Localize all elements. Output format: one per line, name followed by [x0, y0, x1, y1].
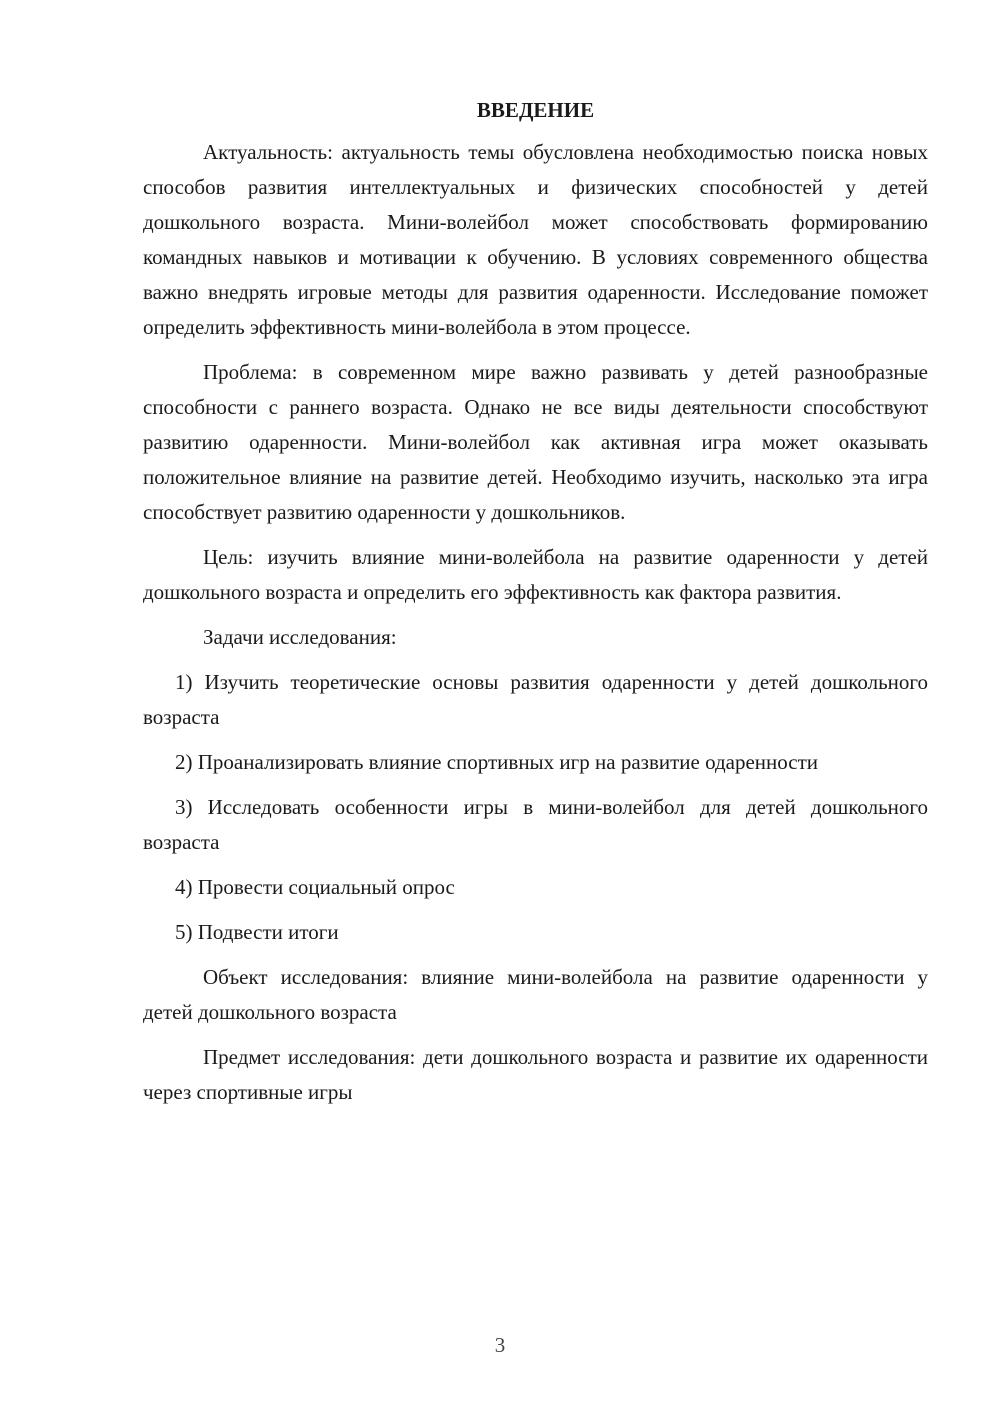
- list-item: 4) Провести социальный опрос: [175, 875, 455, 899]
- list-item: 3) Исследовать особенности игры в мини-волейбол для детей дошкольного возраста: [143, 795, 928, 854]
- list-item: 2) Проанализировать влияние спортивных игр на развитие одаренности: [175, 750, 819, 774]
- list-item: 1) Изучить теоретические основы развития одаренности у детей дошкольного возраста: [143, 670, 928, 729]
- document-page: [143, 95, 928, 1120]
- page-title: ВВЕДЕНИЕ: [476, 98, 595, 122]
- goal-paragraph: Цель: изучить влияние мини-волейбола на развитие одаренности у детей дошкольного возраста и определить его эффективность как фактора развития.: [143, 545, 928, 604]
- subject-paragraph: Предмет исследования: дети дошкольного возраста и развитие их одаренности через спортивные игры: [143, 1045, 928, 1104]
- tasks-title: Задачи исследования:: [203, 625, 397, 649]
- problem-paragraph: Проблема: в современном мире важно развивать у детей разнообразные способности с раннего возраста. Однако не все виды деятельности способствуют развитию одаренности. Мини-волейбол как активная игра может оказывать положительное влияние на развитие детей. Необходимо изучить, насколько эта игра способствует развитию одаренности у дошкольников.: [143, 360, 928, 524]
- page-number: 3: [494, 1333, 506, 1357]
- list-item: 5) Подвести итоги: [175, 920, 339, 944]
- relevance-paragraph: Актуальность: актуальность темы обусловлена необходимостью поиска новых способов развития интеллектуальных и физических способностей у детей дошкольного возраста. Мини-волейбол может способствовать формированию командных навыков и мотивации к обучению. В условиях современного общества важно внедрять игровые методы для развития одаренности. Исследование поможет определить эффективность мини-волейбола в этом процессе.: [143, 140, 928, 339]
- tasks-list: [143, 665, 928, 950]
- object-paragraph: Объект исследования: влияние мини-волейбола на развитие одаренности у детей дошкольного возраста: [143, 965, 928, 1024]
